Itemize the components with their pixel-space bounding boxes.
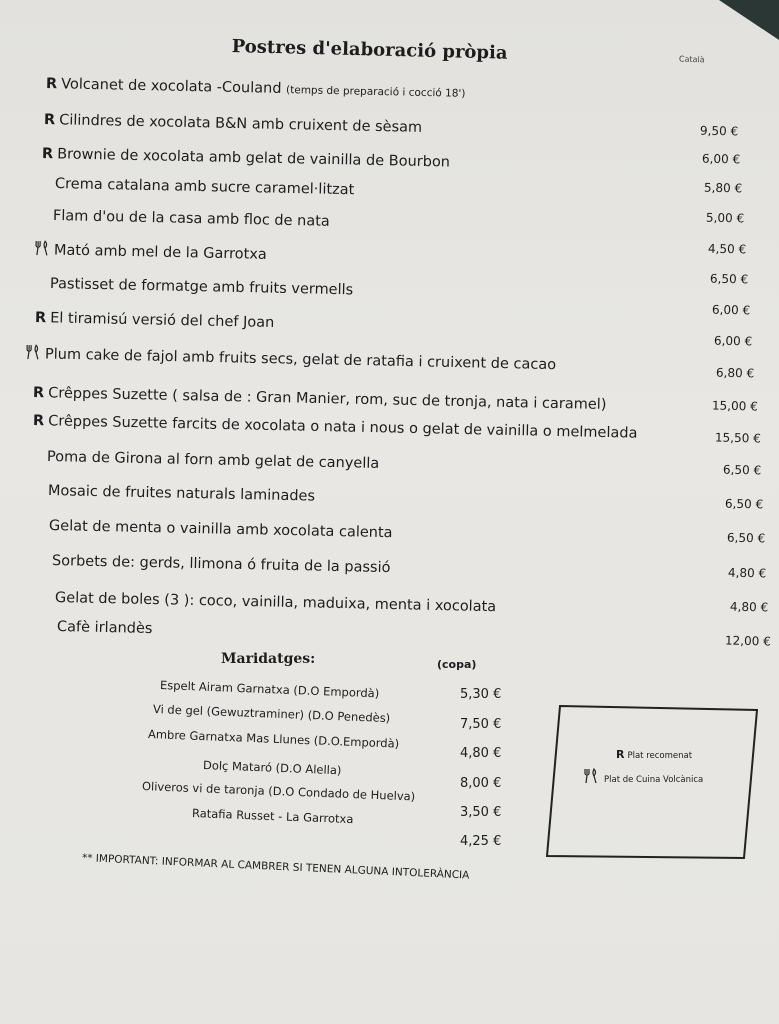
menu-item-name: Volcanet de xocolata -Couland [61, 76, 282, 97]
menu-item-name: Cafè irlandès [56, 619, 153, 637]
menu-item-price: 6,80 € [715, 365, 755, 381]
menu-item [49, 518, 393, 541]
page-corner-shadow [719, 0, 779, 40]
recommended-badge: R [41, 146, 54, 163]
menu-item [52, 553, 391, 576]
menu-item-price: 6,50 € [722, 462, 762, 478]
wine-price: 4,80 € [460, 746, 502, 761]
wine-name: Vi de gel (Gewuztraminer) (D.O Penedès) [152, 702, 391, 726]
menu-item-price: 4,80 € [727, 565, 767, 581]
menu-item-price: 6,50 € [724, 496, 764, 512]
menu-item-price: 6,50 € [709, 271, 749, 287]
wine-price: 5,30 € [460, 687, 502, 702]
intolerance-notice: ** IMPORTANT: INFORMAR AL CAMBRER SI TENEN ALGUNA INTOLERÀNCIA [81, 852, 470, 882]
menu-item [47, 449, 380, 472]
menu-item [33, 240, 267, 263]
menu-item-name: Sorbets de: gerds, llimona ó fruita de la passió [51, 553, 391, 577]
wine-name: Ratafia Russet - La Garrotxa [191, 806, 354, 827]
menu-item [24, 344, 556, 373]
recommended-badge: R [34, 310, 47, 327]
menu-item-name: Gelat de boles (3 ): coco, vainilla, maduixa, menta i xocolata [54, 590, 497, 616]
wine-price: 4,25 € [460, 834, 502, 849]
menu-item-name: Crêppes Suzette ( salsa de : Gran Manier, rom, suc de tronja, nata i caramel) [48, 385, 607, 414]
menu-item-price: 12,00 € [724, 633, 771, 649]
menu-item [33, 413, 638, 442]
menu-item [53, 208, 330, 230]
menu-item [55, 176, 355, 198]
menu-item-note: (temps de preparació i cocció 18') [285, 84, 466, 100]
menu-item-price: 6,50 € [726, 530, 766, 546]
recommended-badge: R [43, 112, 56, 129]
legend-volcanic [582, 768, 703, 785]
legend-recommended-mark: R [616, 748, 625, 761]
menu-item [55, 590, 496, 615]
legend-volcanic-label: Plat de Cuina Volcànica [604, 775, 704, 785]
menu-item-price: 6,00 € [711, 302, 751, 318]
recommended-badge: R [45, 76, 58, 93]
fork-spoon-icon [582, 768, 600, 784]
wine-price: 7,50 € [460, 717, 502, 732]
wine-name: Dolç Mataró (D.O Alella) [202, 758, 342, 778]
menu-item-price: 4,50 € [707, 241, 747, 257]
recommended-badge: R [32, 385, 45, 402]
fork-spoon-icon [24, 344, 42, 360]
menu-item [35, 310, 275, 331]
menu-item-name: Crema catalana amb sucre caramel·litzat [54, 176, 355, 199]
pairings-title: Maridatges: [221, 651, 316, 667]
menu-item [57, 619, 153, 637]
wine-name: Oliveros vi de taronja (D.O Condado de Huelva) [141, 779, 416, 804]
menu-item-price: 15,50 € [714, 430, 761, 446]
menu-item [46, 76, 466, 101]
menu-item-price: 15,00 € [711, 398, 758, 414]
menu-item-name: Pastisset de formatge amb fruits vermells [49, 276, 354, 299]
legend-recommended-label: Plat recomenat [627, 751, 693, 761]
menu-item [50, 276, 354, 298]
menu-item [33, 385, 607, 413]
wine-name: Ambre Garnatxa Mas Llunes (D.O.Empordà) [147, 727, 400, 751]
menu-item-price: 9,50 € [699, 123, 739, 139]
wine-price: 8,00 € [460, 776, 502, 791]
wine-price: 3,50 € [460, 805, 502, 820]
menu-item-price: 4,80 € [729, 599, 769, 615]
recommended-badge: R [32, 413, 45, 430]
menu-item-name: Gelat de menta o vainilla amb xocolata calenta [48, 518, 393, 542]
menu-item [44, 112, 422, 136]
menu-item-name: Brownie de xocolata amb gelat de vainilla de Bourbon [57, 146, 451, 171]
menu-item-price: 6,00 € [701, 151, 741, 167]
menu-title: Postres d'elaboració pròpia [231, 36, 508, 64]
language-label: Català [678, 54, 705, 65]
menu-item-name: El tiramisú versió del chef Joan [50, 310, 275, 332]
menu-item-name: Mató amb mel de la Garrotxa [53, 242, 267, 263]
fork-spoon-icon [33, 240, 51, 256]
menu-item-price: 6,00 € [713, 333, 753, 349]
menu-item-name: Poma de Girona al forn amb gelat de canyella [46, 449, 380, 472]
wine-name: Espelt Airam Garnatxa (D.O Empordà) [159, 678, 380, 701]
menu-item [42, 146, 450, 171]
menu-item-name: Crêppes Suzette farcits de xocolata o nata i nous o gelat de vainilla o melmelada [48, 413, 638, 442]
menu-item-name: Plum cake de fajol amb fruits secs, gelat de ratafia i cruixent de cacao [44, 346, 557, 374]
legend-recommended [616, 748, 692, 761]
menu-item-name: Mosaic de fruites naturals laminades [47, 483, 316, 505]
menu-item-price: 5,80 € [703, 180, 743, 196]
menu-item [48, 483, 315, 505]
pairings-unit: (copa) [437, 658, 477, 671]
menu-item-price: 5,00 € [705, 210, 745, 226]
menu-item-name: Cilindres de xocolata B&N amb cruixent de sèsam [59, 112, 423, 136]
menu-item-name: Flam d'ou de la casa amb floc de nata [52, 208, 330, 230]
